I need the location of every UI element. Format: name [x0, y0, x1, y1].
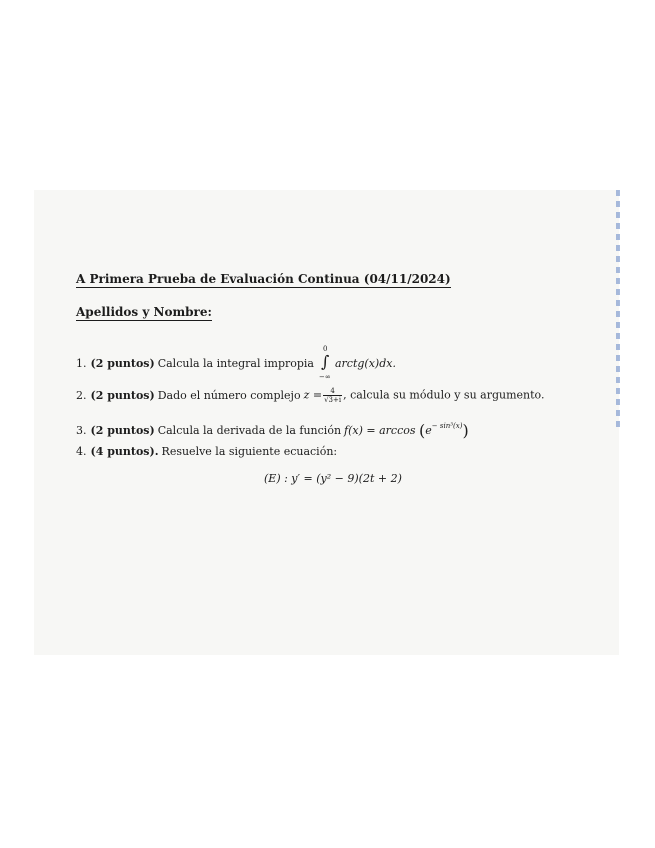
paper-edge-marks: [616, 190, 620, 430]
question-1: [76, 345, 396, 381]
question-number: 3.: [76, 424, 87, 437]
integral-symbol: [318, 345, 332, 381]
question-text: Dado el número complejo: [157, 388, 301, 402]
question-text: Calcula la integral impropia: [157, 357, 314, 370]
fraction: [323, 387, 342, 404]
question-points: (2 puntos): [90, 388, 155, 402]
fraction-denominator: √3+i: [324, 396, 342, 404]
name-label: Apellidos y Nombre:: [76, 305, 212, 319]
question-points: (4 puntos).: [90, 445, 159, 458]
differential-equation: (E) : y′ = (y² − 9)(2t + 2): [264, 472, 402, 485]
question-points: (2 puntos): [90, 357, 155, 370]
integrand: arctg(x)dx.: [334, 357, 396, 370]
exam-title: A Primera Prueba de Evaluación Continua (04/11/2024): [76, 272, 451, 286]
question-3: [76, 419, 469, 438]
integral-upper-limit: 0: [322, 345, 328, 353]
question-text: Calcula la derivada de la función: [157, 424, 342, 437]
question-text: Resuelve la siguiente ecuación:: [161, 445, 338, 458]
exponential-base: e: [425, 424, 432, 437]
open-paren: (: [419, 421, 426, 440]
question-number: 1.: [76, 357, 87, 370]
fraction-numerator: 4: [323, 387, 342, 396]
integral-lower-limit: −∞: [318, 373, 331, 381]
exponent: − sin³(x): [431, 422, 463, 430]
question-points: (2 puntos): [90, 424, 155, 437]
question-number: 4.: [76, 445, 87, 458]
integral-sign: ∫: [320, 352, 330, 371]
question-number: 2.: [76, 388, 87, 402]
complex-variable: z =: [303, 388, 323, 402]
question-text-rest: , calcula su módulo y su argumento.: [343, 388, 545, 402]
close-paren: ): [462, 421, 469, 440]
function-expression: f(x) = arccos: [344, 424, 416, 437]
question-2: [76, 387, 544, 404]
question-4: [76, 445, 340, 459]
